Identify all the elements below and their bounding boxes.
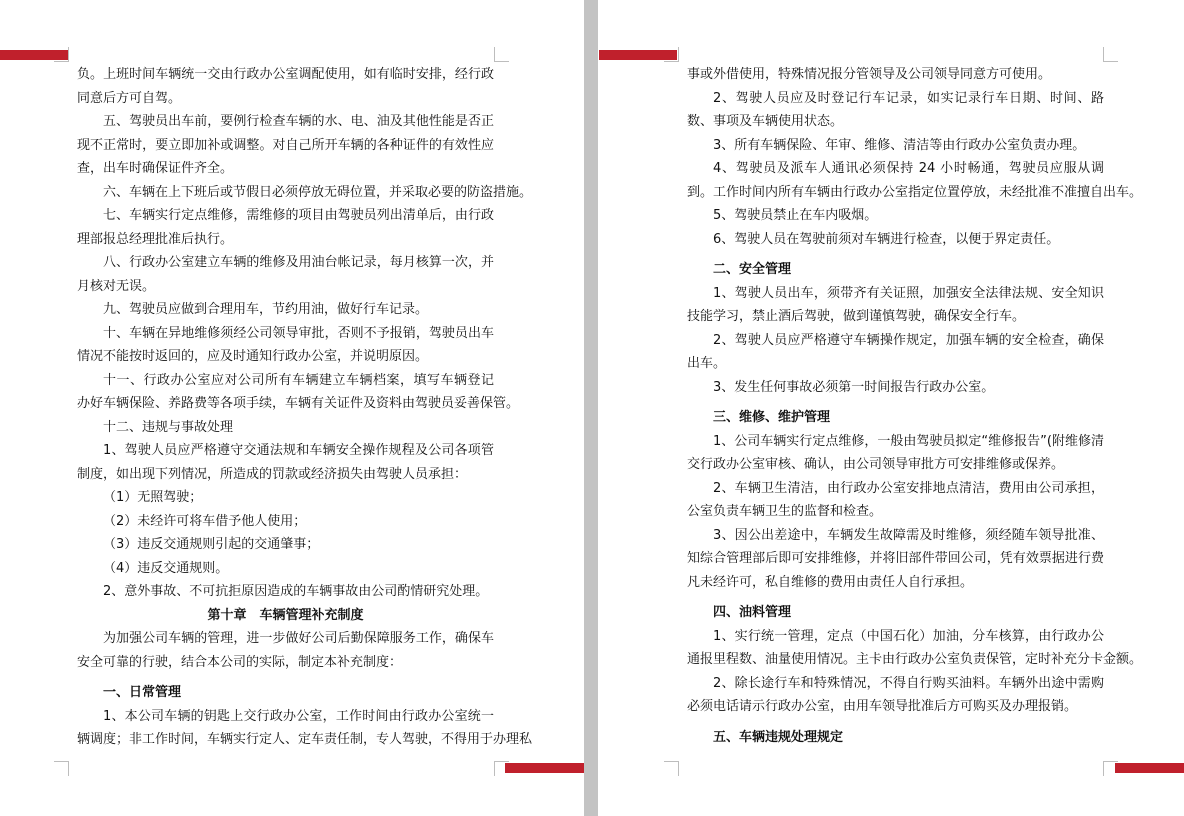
paragraph-line: 理部报总经理批准后执行。 [77,231,234,247]
page-body [77,63,533,752]
paragraph-line: 3、发生任何事故必须第一时间报告行政办公室。 [713,379,995,395]
paragraph-line: （1）无照驾驶； [103,490,203,505]
margin-corner-mark [664,47,679,62]
section-heading: 五、车辆违规处理规定 [713,729,844,745]
section-heading: 一、日常管理 [103,685,182,700]
paragraph-line: 五、驾驶员出车前，要例行检查车辆的水、电、油及其他性能是否正 [103,114,494,129]
margin-corner-mark [54,761,69,776]
paragraph-line: 1、驾驶人员应严格遵守交通法规和车辆安全操作规程及公司各项管 [103,443,494,458]
paragraph-line: 3、因公出差途中，车辆发生故障需及时维修，须经随车领导批准、 [713,527,1104,543]
margin-corner-mark [54,47,69,62]
page-gap-divider [584,0,598,816]
document-page-right [598,0,1184,816]
paragraph-line: 必须电话请示行政办公室，由用车领导批准后方可购买及办理报销。 [687,699,1078,714]
paragraph-line: 制度，如出现下列情况，所造成的罚款或经济损失由驾驶人员承担： [77,466,468,482]
paragraph-line: 到。工作时间内所有车辆由行政办公室指定位置停放，未经批准不准擅自出车。 [687,184,1143,200]
paragraph-line: 情况不能按时返回的，应及时通知行政办公室，并说明原因。 [77,349,429,364]
paragraph-line: 技能学习，禁止酒后驾驶，做到谨慎驾驶，确保安全行车。 [687,309,1026,324]
paragraph-line: 负。上班时间车辆统一交由行政办公室调配使用，如有临时安排，经行政 [77,67,494,82]
paragraph-line: 事或外借使用，特殊情况报分管领导及公司领导同意方可使用。 [687,67,1052,82]
paragraph-line: 公室负责车辆卫生的监督和检查。 [687,504,883,519]
document-page-left [0,0,584,816]
paragraph-line: 数、事项及车辆使用状态。 [687,114,844,129]
paragraph-line: 凡未经许可，私自维修的费用由责任人自行承担。 [687,574,974,590]
margin-corner-mark [664,761,679,776]
paragraph-line: 七、车辆实行定点维修，需维修的项目由驾驶员列出清单后，由行政 [103,208,494,223]
paragraph-line: 十二、违规与事故处理 [103,419,234,435]
section-heading: 三、维修、维护管理 [713,410,831,425]
paragraph-line: 2、除长途行车和特殊情况，不得自行购买油料。车辆外出途中需购 [713,675,1104,691]
paragraph-line: 2、车辆卫生清洁，由行政办公室安排地点清洁，费用由公司承担， [713,480,1104,496]
paragraph-line: 4、驾驶员及派车人通讯必须保持 24 小时畅通，驾驶员应服从调 [713,161,1104,176]
paragraph-line: 月核对无误。 [77,278,156,294]
paragraph-line: 知综合管理部后即可安排维修，并将旧部件带回公司，凭有效票据进行费 [687,551,1104,566]
paragraph-line: 交行政办公室审核、确认，由公司领导审批方可安排维修或保养。 [687,457,1065,472]
paragraph-line: 2、驾驶人员应严格遵守车辆操作规定，加强车辆的安全检查，确保 [713,332,1104,348]
paragraph-line: 1、本公司车辆的钥匙上交行政办公室，工作时间由行政办公室统一 [103,708,494,724]
paragraph-line: 6、驾驶人员在驾驶前须对车辆进行检查，以便于界定责任。 [713,231,1060,247]
paragraph-line: 通报里程数、油量使用情况。主卡由行政办公室负责保管，定时补充分卡金额。 [687,652,1143,667]
paragraph-line: 2、意外事故、不可抗拒原因造成的车辆事故由公司酌情研究处理。 [103,584,489,599]
margin-corner-mark [494,761,509,776]
paragraph-line: 十、车辆在异地维修须经公司领导审批，否则不予报销，驾驶员出车 [103,325,494,341]
paragraph-line: 九、驾驶员应做到合理用车，节约用油，做好行车记录。 [103,302,429,317]
paragraph-line: 5、驾驶员禁止在车内吸烟。 [713,208,878,223]
paragraph-line: 现不正常时，要立即加补或调整。对自己所开车辆的各种证件的有效性应 [77,137,494,153]
section-heading: 四、油料管理 [713,605,792,620]
paragraph-line: 八、行政办公室建立车辆的维修及用油台帐记录，每月核算一次，并 [103,255,494,270]
paragraph-line: （3）违反交通规则引起的交通肇事； [103,537,320,552]
paragraph-line: 六、车辆在上下班后或节假日必须停放无碍位置，并采取必要的防盗措施。 [103,184,533,200]
paragraph-line: 查，出车时确保证件齐全。 [77,161,234,176]
paragraph-line: 1、驾驶人员出车，须带齐有关证照，加强安全法律法规、安全知识 [713,285,1104,301]
footer-accent-bar [505,763,584,773]
chapter-title: 第十章 车辆管理补充制度 [207,607,364,623]
margin-corner-mark [1103,47,1118,62]
page-body [687,63,1143,749]
margin-corner-mark [494,47,509,62]
footer-accent-bar [1115,763,1184,773]
paragraph-line: 十一、行政办公室应对公司所有车辆建立车辆档案，填写车辆登记 [103,372,494,388]
paragraph-line: 出车。 [687,356,727,371]
paragraph-line: （4）违反交通规则。 [103,560,229,576]
paragraph-line: 为加强公司车辆的管理，进一步做好公司后勤保障服务工作，确保车 [103,631,494,646]
paragraph-line: 安全可靠的行驶，结合本公司的实际，制定本补充制度： [77,654,403,670]
section-heading: 二、安全管理 [713,262,792,277]
paragraph-line: 同意后方可自驾。 [77,90,182,106]
paragraph-line: （2）未经许可将车借予他人使用； [103,513,307,529]
paragraph-line: 办好车辆保险、养路费等各项手续，车辆有关证件及资料由驾驶员妥善保管。 [77,396,520,411]
margin-corner-mark [1103,761,1118,776]
paragraph-line: 辆调度；非工作时间，车辆实行定人、定车责任制，专人驾驶，不得用于办理私 [77,732,533,747]
paragraph-line: 1、公司车辆实行定点维修，一般由驾驶员拟定“维修报告”(附维修清 [713,433,1104,449]
paragraph-line: 1、实行统一管理，定点（中国石化）加油，分车核算，由行政办公 [713,628,1104,644]
paragraph-line: 3、所有车辆保险、年审、维修、清洁等由行政办公室负责办理。 [713,137,1086,153]
paragraph-line: 2、驾驶人员应及时登记行车记录，如实记录行车日期、时间、路 [713,90,1104,106]
